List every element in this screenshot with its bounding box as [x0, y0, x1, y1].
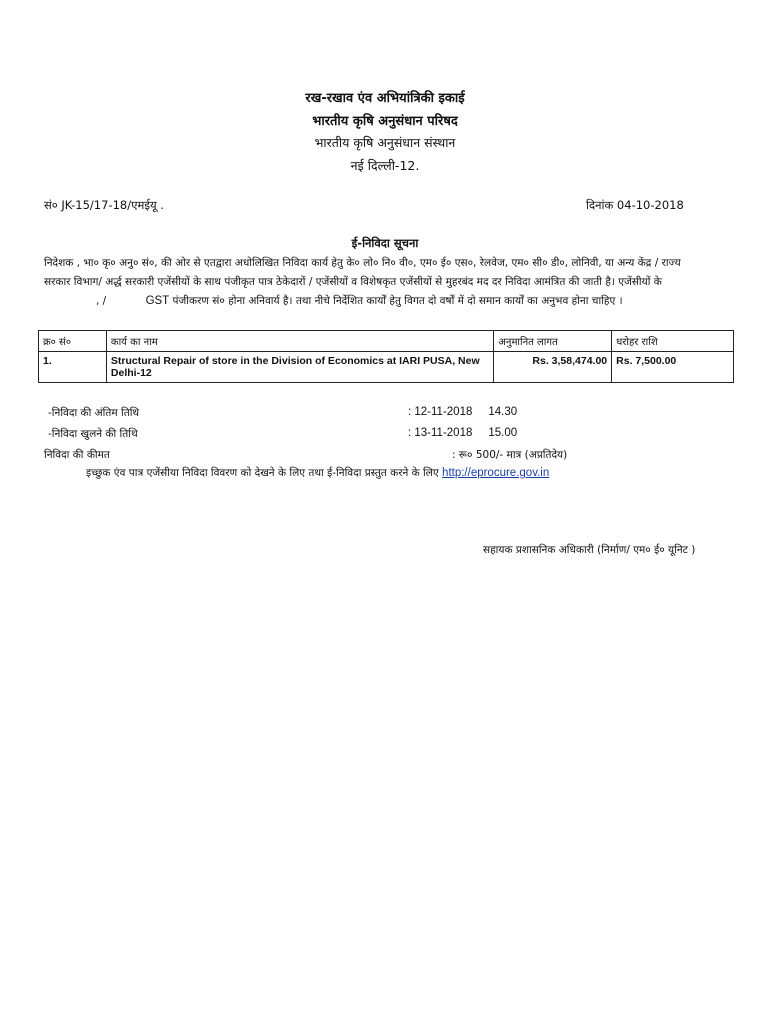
eprocure-link[interactable]: http://eprocure.gov.in [442, 467, 550, 479]
notice-date: दिनांक 04-10-2018 [586, 198, 684, 212]
notice-heading: ई-निविदा सूचना [351, 236, 419, 250]
header-sno: क्र० सं० [39, 331, 107, 352]
cell-emd: Rs. 7,500.00 [612, 352, 734, 383]
office-title: रख-रखाव एंव अभियांत्रिकी इकाई [305, 91, 465, 106]
last-date-label: -निविदा की अंतिम तिथि [48, 407, 140, 419]
header-estimated-cost: अनुमानित लागत [494, 331, 612, 352]
cell-estimated-cost: Rs. 3,58,474.00 [494, 352, 612, 383]
opening-date-label: -निविदा खुलने की तिथि [48, 428, 138, 440]
cell-sno: 1. [39, 352, 107, 383]
header-emd: धरोहर राशि [612, 331, 734, 352]
paragraph-line-3 [44, 294, 734, 308]
signature-designation: सहायक प्रशासनिक अधिकारी (निर्माण/ एम० ई० यूनिट ) [483, 544, 696, 556]
institute-title: भारतीय कृषि अनुसंधान संस्थान [314, 135, 456, 150]
cell-work-name: Structural Repair of store in the Division of Economics at IARI PUSA, New Delhi-12 [106, 352, 493, 383]
invite-line [86, 466, 549, 480]
paragraph-line-2: सरकार विभाग/ अर्द्ध सरकारी एजेंसीयों के साथ पंजीकृत पात्र ठेकेदारों / एजेंसीयों व विशेषकृत एजेंसीयों से मुहरबंद मद दर निविदा आमंत्रित की जाती है। एजेंसीयों के [44, 276, 662, 288]
reference-number: सं० JK-15/17-18/एमईयू . [44, 198, 164, 212]
gst-label: GST [145, 295, 170, 307]
invite-text: इच्छुक एंव पात्र एजेंसीया निविदा विवरण को देखने के लिए तथा ई-निविदा प्रस्तुत करने के लिए [86, 467, 439, 479]
table-header-row [39, 331, 734, 352]
council-title: भारतीय कृषि अनुसंधान परिषद [312, 114, 458, 129]
header-work-name: कार्य का नाम [106, 331, 493, 352]
work-table [38, 330, 734, 383]
paragraph-line-1: निदेशक , भा० कृ० अनु० सं०, की ओर से एतद्वारा अधोलिखित निविदा कार्य हेतु के० लो० नि० वी०, एम० ई० एस०, रेलवेज, एम० सी० डी०, लोनिवी, या अन्य केंद्र / राज्य [44, 257, 681, 269]
table-row [39, 352, 734, 383]
city-title: नई दिल्ली-12. [350, 158, 420, 173]
paragraph-line-3-prefix: , / [96, 295, 107, 307]
paragraph-line-3-rest: पंजीकरण सं० होना अनिवार्य है। तथा नीचे निर्देशित कार्यों हेतु विगत दो वर्षों में दो समान कार्यों का अनुभव होना चाहिए । [169, 295, 623, 307]
tender-cost-value: : रू० 500/- मात्र (अप्रतिदेय) [452, 449, 568, 461]
last-date-value: : 12-11-2018 14.30 [408, 406, 518, 418]
opening-date-value: : 13-11-2018 15.00 [408, 427, 518, 439]
tender-cost-label: निविदा की कीमत [44, 449, 110, 461]
